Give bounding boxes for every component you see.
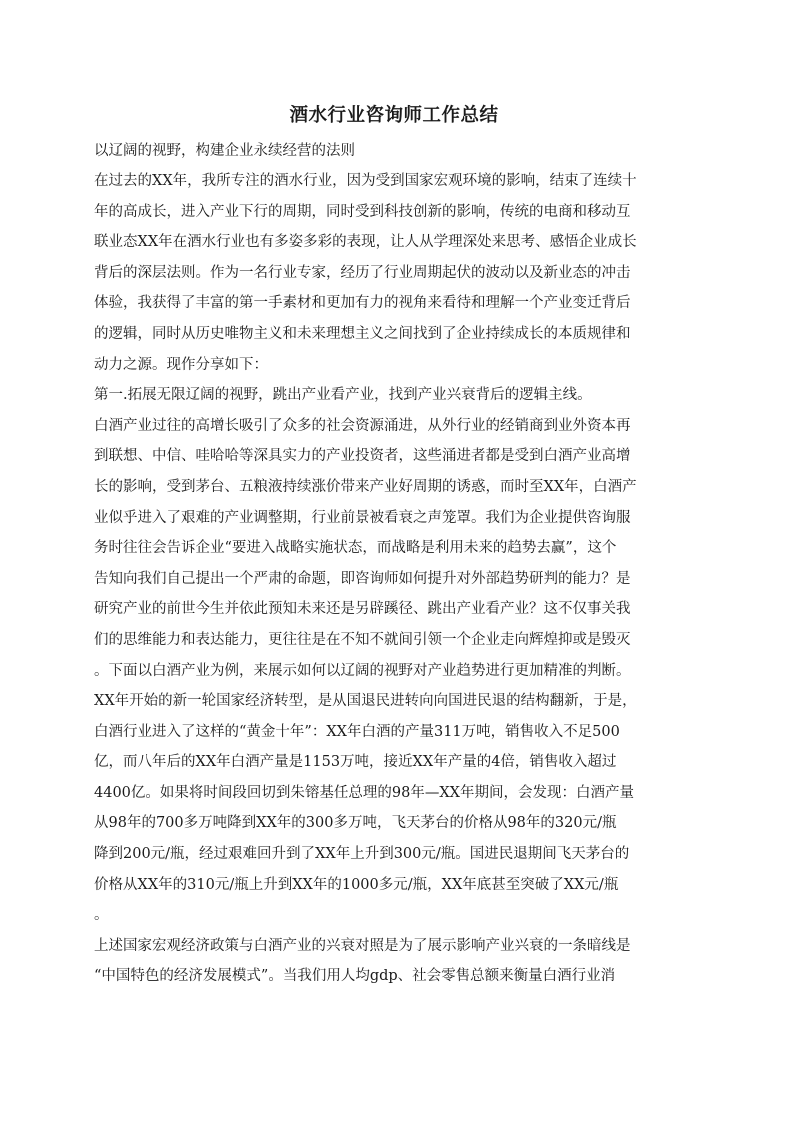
paragraph-line: 业似乎进入了艰难的产业调整期，行业前景被看衰之声笼罩。我们为企业提供咨询服 <box>94 509 631 526</box>
document-body <box>94 166 694 992</box>
paragraph-line: 长的影响，受到茅台、五粮液持续涨价带来产业好周期的诱惑，而时至XX年，白酒产 <box>94 478 637 495</box>
paragraph-line: XX年开始的新一轮国家经济转型，是从国退民进转向向国进民退的结构翻新，于是， <box>94 693 637 710</box>
paragraph-line: 到联想、中信、哇哈哈等深具实力的产业投资者，这些涌进者都是受到白酒产业高增 <box>94 448 631 465</box>
paragraph-line: 。 <box>94 907 109 924</box>
paragraph-line: 4400亿。如果将时间段回切到朱镕基任总理的98年—XX年期间，会发现：白酒产量 <box>94 784 634 801</box>
document-page <box>94 96 694 992</box>
document-paragraph <box>94 380 694 411</box>
paragraph-line: 上述国家宏观经济政策与白酒产业的兴衰对照是为了展示影响产业兴衰的一条暗线是 <box>94 937 631 954</box>
paragraph-line: 联业态XX年在酒水行业也有多姿多彩的表现，让人从学理深处来思考、感悟企业成长 <box>94 234 637 251</box>
paragraph-line: 白酒行业进入了这样的“黄金十年”：XX年白酒的产量311万吨，销售收入不足500 <box>94 723 620 740</box>
paragraph-line: 年的高成长，进入产业下行的周期，同时受到科技创新的影响，传统的电商和移动互 <box>94 203 631 220</box>
paragraph-line: 告知向我们自己提出一个严肃的命题，即咨询师如何提升对外部趋势研判的能力？是 <box>94 570 631 587</box>
paragraph-line: 动力之源。现作分享如下： <box>94 356 268 373</box>
paragraph-line: 背后的深层法则。作为一名行业专家，经历了行业周期起伏的波动以及新业态的冲击 <box>94 264 631 281</box>
paragraph-line: 务时往往会告诉企业“要进入战略实施状态，而战略是利用未来的趋势去赢”，这个 <box>94 540 617 557</box>
paragraph-line: “中国特色的经济发展模式”。当我们用人均gdp、社会零售总额来衡量白酒行业消 <box>94 968 616 985</box>
paragraph-line: 降到200元/瓶，经过艰难回升到了XX年上升到300元/瓶。国进民退期间飞天茅台的 <box>94 846 630 863</box>
document-paragraph <box>94 166 694 380</box>
paragraph-line: 研究产业的前世今生并依此预知未来还是另辟蹊径、跳出产业看产业？这不仅事关我 <box>94 601 631 618</box>
paragraph-line: 。下面以白酒产业为例，来展示如何以辽阔的视野对产业趋势进行更加精准的判断。 <box>94 662 631 679</box>
document-paragraph <box>94 686 694 931</box>
paragraph-line: 白酒产业过往的高增长吸引了众多的社会资源涌进，从外行业的经销商到业外资本再 <box>94 417 631 434</box>
document-subtitle: 以辽阔的视野，构建企业永续经营的法则 <box>94 143 355 159</box>
document-paragraph <box>94 931 694 992</box>
paragraph-line: 价格从XX年的310元/瓶上升到XX年的1000多元/瓶，XX年底甚至突破了XX元/瓶 <box>94 876 619 893</box>
document-paragraph <box>94 411 694 686</box>
paragraph-line: 在过去的XX年，我所专注的酒水行业，因为受到国家宏观环境的影响，结束了连续十 <box>94 173 637 189</box>
document-title: 酒水行业咨询师工作总结 <box>289 105 499 126</box>
paragraph-line: 们的思维能力和表达能力，更往往是在不知不就间引领一个企业走向辉煌抑或是毁灭 <box>94 631 631 648</box>
paragraph-line: 第一.拓展无限辽阔的视野，跳出产业看产业，找到产业兴衰背后的逻辑主线。 <box>94 387 592 404</box>
paragraph-line: 亿，而八年后的XX年白酒产量是1153万吨，接近XX年产量的4倍，销售收入超过 <box>94 754 617 771</box>
paragraph-line: 的逻辑，同时从历史唯物主义和未来理想主义之间找到了企业持续成长的本质规律和 <box>94 325 631 342</box>
paragraph-line: 体验，我获得了丰富的第一手素材和更加有力的视角来看待和理解一个产业变迁背后 <box>94 295 631 312</box>
paragraph-line: 从98年的700多万吨降到XX年的300多万吨，飞天茅台的价格从98年的320元/瓶 <box>94 815 617 832</box>
